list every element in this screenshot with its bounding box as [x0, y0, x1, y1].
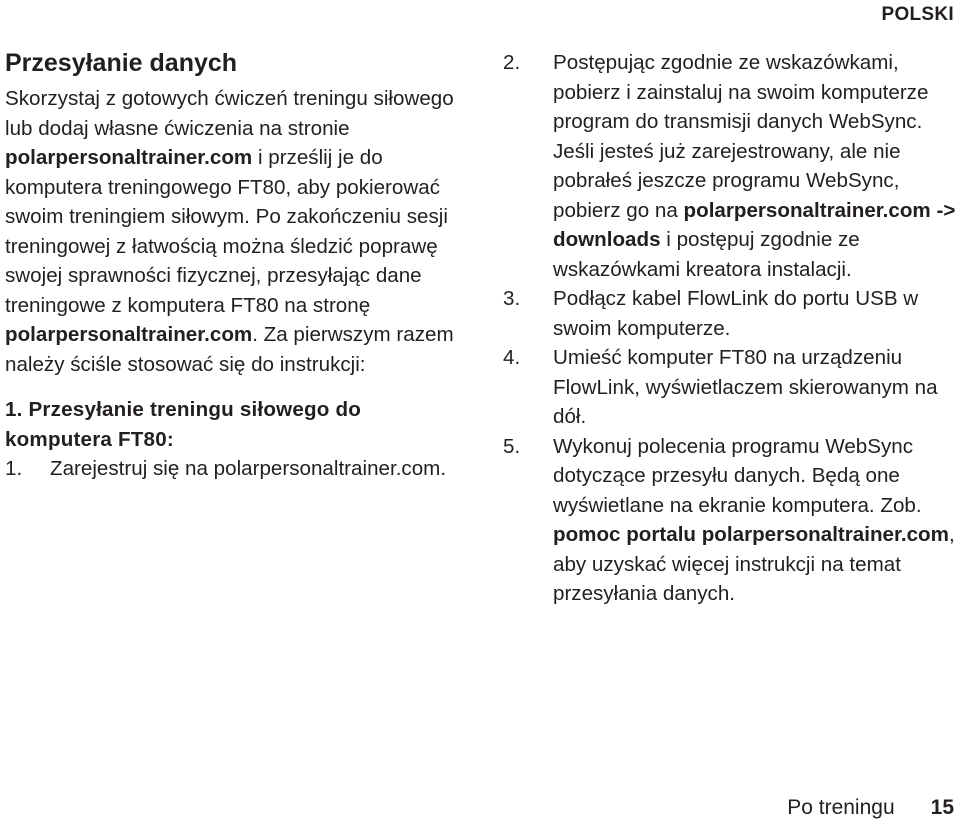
step-text — [553, 432, 958, 609]
step-4 — [503, 343, 958, 432]
step-number: 1. — [5, 457, 23, 480]
downloads-link[interactable]: polarpersonaltrainer.com -> downloads — [553, 198, 956, 251]
step-2 — [503, 48, 958, 284]
intro-paragraph — [5, 84, 460, 379]
step-2-note-end: i postępuj zgodnie ze wskazówkami kreatora instalacji. — [553, 228, 860, 281]
step-5 — [503, 432, 958, 609]
website-link[interactable]: polarpersonaltrainer.com — [5, 146, 253, 169]
step-number: 4. — [503, 346, 521, 369]
step-text: Zarejestruj się na polarpersonaltrainer.com. — [50, 457, 447, 480]
section-title: 1. Przesyłanie treningu siłowego do komputera FT80: — [5, 398, 362, 451]
step-number: 2. — [503, 51, 521, 74]
intro-text-2: i prześlij je do komputera treningowego FT80, aby pokierować swoim treningiem siłowym. Po zakończeniu sesji treningowej z łatwością można śledzić poprawę swojej sprawności fizycznej, przesyłając dane treningowe z komputera FT80 na stronę — [5, 146, 448, 317]
language-label: POLSKI — [881, 4, 954, 25]
step-text: Podłącz kabel FlowLink do portu USB w swoim komputerze. — [553, 287, 919, 340]
step-number: 5. — [503, 434, 521, 458]
step-text — [553, 48, 958, 284]
intro-text-1: Skorzystaj z gotowych ćwiczeń treningu siłowego lub dodaj własne ćwiczenia na stronie — [5, 87, 454, 140]
page-title: Przesyłanie danych — [5, 49, 238, 77]
step-1 — [5, 454, 460, 484]
intro-text-3: . Za pierwszym razem należy ściśle stosować się do instrukcji: — [5, 323, 454, 376]
step-5-text-end: , aby uzyskać więcej instrukcji na temat przesyłania danych. — [553, 523, 955, 605]
step-number: 3. — [503, 287, 521, 310]
step-2-text: Postępując zgodnie ze wskazówkami, pobierz i zainstaluj na swoim komputerze program do transmisji danych WebSync. — [553, 51, 929, 133]
step-2-note: Jeśli jesteś już zarejestrowany, ale nie pobrałeś jeszcze programu WebSync, pobierz go na — [553, 139, 901, 222]
step-5-text: Wykonuj polecenia programu WebSync dotyczące przesyłu danych. Będą one wyświetlane na ekranie komputera. Zob. — [553, 434, 922, 517]
footer-section: Po treningu — [787, 796, 895, 819]
website-link[interactable]: polarpersonaltrainer.com — [5, 323, 253, 346]
help-portal-link[interactable]: pomoc portalu polarpersonaltrainer.com — [553, 523, 949, 546]
page-number: 15 — [930, 796, 954, 819]
right-column — [503, 48, 958, 609]
left-column — [5, 48, 460, 484]
page-footer — [787, 793, 954, 823]
step-text: Umieść komputer FT80 na urządzeniu FlowLink, wyświetlaczem skierowanym na dół. — [553, 346, 938, 428]
step-3 — [503, 284, 958, 343]
